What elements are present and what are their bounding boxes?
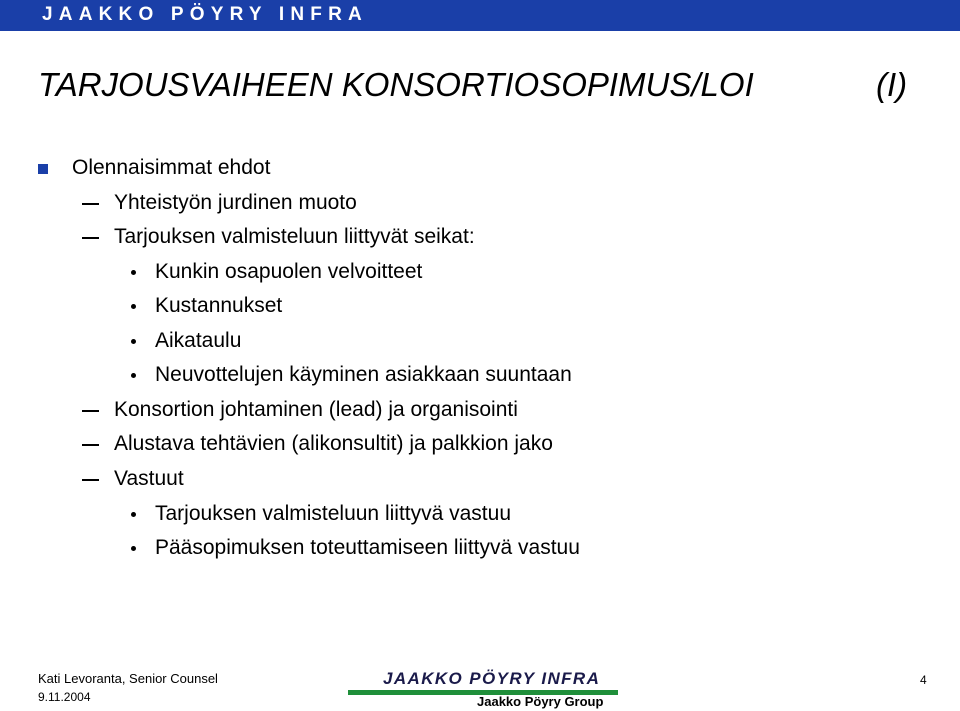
dot-bullet-icon bbox=[131, 339, 136, 344]
list-item: Neuvottelujen käyminen asiakkaan suuntaan bbox=[155, 363, 572, 386]
dash-bullet-icon bbox=[82, 410, 99, 412]
page-number: 4 bbox=[920, 673, 927, 687]
footer-author: Kati Levoranta, Senior Counsel bbox=[38, 671, 218, 686]
dot-bullet-icon bbox=[131, 270, 136, 275]
dot-bullet-icon bbox=[131, 373, 136, 378]
list-item: Alustava tehtävien (alikonsultit) ja palkkion jako bbox=[114, 432, 553, 455]
square-bullet-icon bbox=[38, 164, 48, 174]
dash-bullet-icon bbox=[82, 479, 99, 481]
dot-bullet-icon bbox=[131, 512, 136, 517]
list-item: Yhteistyön jurdinen muoto bbox=[114, 191, 357, 214]
dot-bullet-icon bbox=[131, 546, 136, 551]
company-group-name: Jaakko Pöyry Group bbox=[477, 694, 604, 709]
list-item: Kunkin osapuolen velvoitteet bbox=[155, 260, 423, 283]
title-part-label: (I) bbox=[876, 66, 908, 103]
list-item: Kustannukset bbox=[155, 294, 283, 317]
dot-bullet-icon bbox=[131, 304, 136, 309]
title-text: TARJOUSVAIHEEN KONSORTIOSOPIMUS/LOI bbox=[38, 66, 754, 103]
list-item: Konsortion johtaminen (lead) ja organisointi bbox=[114, 398, 518, 421]
list-item: Olennaisimmat ehdot bbox=[72, 156, 271, 179]
list-item: Tarjouksen valmisteluun liittyvä vastuu bbox=[155, 502, 511, 525]
footer-date: 9.11.2004 bbox=[38, 690, 91, 704]
dash-bullet-icon bbox=[82, 203, 99, 205]
header-bar bbox=[0, 0, 960, 31]
header-brand: JAAKKO PÖYRY INFRA bbox=[42, 4, 368, 25]
company-logo-text: JAAKKO PÖYRY INFRA bbox=[383, 669, 601, 688]
dash-bullet-icon bbox=[82, 444, 99, 446]
list-item: Aikataulu bbox=[155, 329, 242, 352]
list-item: Tarjouksen valmisteluun liittyvät seikat: bbox=[114, 225, 475, 248]
list-item: Vastuut bbox=[114, 467, 184, 490]
list-item: Pääsopimuksen toteuttamiseen liittyvä vastuu bbox=[155, 536, 580, 559]
dash-bullet-icon bbox=[82, 237, 99, 239]
